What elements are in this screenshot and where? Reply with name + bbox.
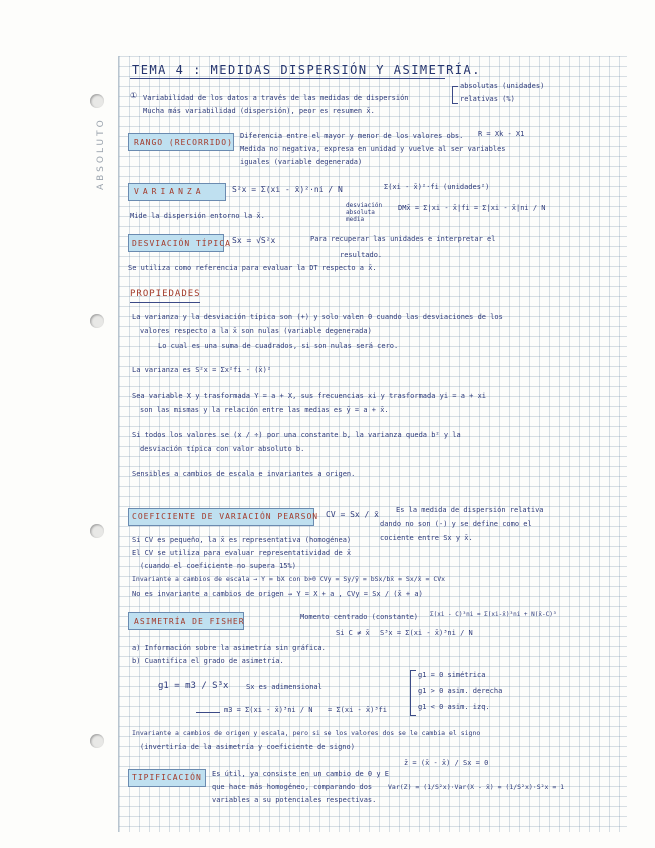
fisher-cx-formula: S³x = Σ(xi - x̄)³ni / N bbox=[380, 629, 473, 637]
title-underline bbox=[130, 78, 445, 79]
desviacion-line-2: resultado. bbox=[340, 251, 383, 259]
intro-line-2: Mucha más variabilidad (dispersión), peor es resumen x̄. bbox=[143, 107, 375, 115]
intro-number: ① bbox=[130, 91, 138, 100]
cv-item: (cuando el coeficiente no supera 15%) bbox=[140, 562, 296, 570]
desviacion-absoluta-note: desviación absoluta media bbox=[346, 202, 383, 223]
varianza-formula-2: Σ(xi - x̄)²·fi (unidades²) bbox=[384, 183, 490, 191]
binder-hole bbox=[90, 314, 104, 328]
brand-label: ABSOLUTO bbox=[96, 117, 106, 190]
fisher-label: ASIMETRÍA DE FISHER bbox=[134, 617, 245, 626]
cv-item: Invariante a cambios de escala → Y = bX con b>0 CVy = Sy/ȳ = bSx/bx̄ = Sx/x̄ = CVx bbox=[132, 575, 446, 583]
rango-formula: R = Xk - X1 bbox=[478, 130, 525, 138]
desviacion-label: DESVIACIÓN TÍPICA bbox=[132, 239, 231, 248]
cv-desc-1: Es la medida de dispersión relativa bbox=[396, 506, 544, 514]
fisher-cases-bracket bbox=[410, 670, 416, 716]
intro-line-1: Variabilidad de los datos a través de las medidas de dispersión bbox=[143, 94, 409, 102]
intro-option-relativas: relativas (%) bbox=[460, 95, 515, 103]
fisher-momento: Momento centrado (constante) bbox=[300, 613, 419, 621]
varianza-label: VARIANZA bbox=[134, 187, 205, 196]
fisher-m3-alt: = Σ(xi - x̄)³fi bbox=[328, 706, 388, 714]
fisher-b: b) Cuantifica el grado de asimetría. bbox=[132, 657, 284, 665]
varianza-note: Mide la dispersión entorno la x̄. bbox=[130, 212, 265, 220]
cv-formula: CV = Sx / x̄ bbox=[326, 510, 379, 519]
grid-paper bbox=[118, 56, 627, 832]
propiedad-item: Sea variable X y trasformada Y = a + X, sus frecuencias xi y trasformada yi = a + xi bbox=[132, 392, 487, 400]
propiedad-item: desviación típica con valor absoluto b. bbox=[140, 445, 305, 453]
fisher-case: g1 < 0 asim. izq. bbox=[418, 703, 490, 711]
tipificacion-line-2: que hace más homogéneo, comparando dos bbox=[212, 783, 373, 791]
fisher-g1-formula: g1 = m3 / S³x bbox=[158, 681, 229, 691]
cv-item: No es invariante a cambios de origen → Y = X + a , CVy = Sx / (x̄ + a) bbox=[132, 590, 423, 598]
binder-hole bbox=[90, 524, 104, 538]
tipificacion-label: TIPIFICACIÓN bbox=[132, 773, 202, 782]
rango-line-3: iguales (variable degenerada) bbox=[240, 158, 363, 166]
cv-item: Si CV es pequeño, la x̄ es representativa (homogénea) bbox=[132, 536, 352, 544]
propiedad-item: La varianza es S²x = Σx²fi - (x̄)² bbox=[132, 366, 272, 374]
cv-desc-3: cociente entre Sx y x̄. bbox=[380, 534, 473, 542]
rango-label: RANGO (RECORRIDO) bbox=[134, 138, 233, 147]
dam-formula: DMx̄ = Σ|xi - x̄|fi = Σ|xi - x̄|ni / N bbox=[398, 204, 546, 212]
desviacion-line-3: Se utiliza como referencia para evaluar la DT respecto a x̄. bbox=[128, 264, 377, 272]
fisher-a: a) Información sobre la asimetría sin gráfica. bbox=[132, 644, 326, 652]
propiedad-item: son las mismas y la relación entre las medias es ȳ = a + x̄. bbox=[140, 406, 389, 414]
rango-line-1: Diferencia entre el mayor y menor de los valores obs. bbox=[240, 132, 464, 140]
fisher-invariante-1: Invariante a cambios de origen y escala, pero si se los valores dos se le cambia el signo bbox=[132, 729, 481, 737]
rango-line-2: Medida no negativa, expresa en unidad y vuelve al ser variables bbox=[240, 145, 506, 153]
intro-bracket bbox=[452, 86, 458, 104]
fisher-cx: Si C ≠ x̄ bbox=[336, 629, 370, 637]
fisher-m3-formula: m3 = Σ(xi - x̄)³ni / N bbox=[224, 706, 313, 714]
fisher-g1-note: Sx es adimensional bbox=[246, 683, 322, 691]
tipificacion-z-formula: z̄ = (x̄ - x̄) / Sx = 0 bbox=[404, 759, 489, 767]
propiedad-item: Lo cual es una suma de cuadrados, si son nulas será cero. bbox=[158, 342, 399, 350]
propiedades-underline bbox=[130, 302, 200, 303]
m3-arrow bbox=[196, 712, 220, 713]
binder-hole bbox=[90, 734, 104, 748]
propiedad-item: Si todos los valores se (x / ÷) por una constante b, la varianza queda b² y la bbox=[132, 431, 461, 439]
propiedad-item: valores respecto a la x̄ son nulas (variable degenerada) bbox=[140, 327, 372, 335]
cv-label: COEFICIENTE DE VARIACIÓN PEARSON bbox=[132, 512, 319, 521]
desviacion-line-1: Para recuperar las unidades e interpretar el bbox=[310, 235, 496, 243]
intro-option-absolutas: absolutas (unidades) bbox=[460, 82, 545, 90]
propiedad-item: La varianza y la desviación típica son (+) y solo valen 0 cuando las desviaciones de los bbox=[132, 313, 503, 321]
desviacion-formula: Sx = √S²x bbox=[232, 236, 276, 245]
fisher-case: g1 = 0 simétrica bbox=[418, 671, 486, 679]
propiedad-item: Sensibles a cambios de escala e invariantes a origen. bbox=[132, 470, 356, 478]
fisher-invariante-2: (invertiría de la asimetría y coeficiente de signo) bbox=[140, 743, 355, 751]
tipificacion-var-formula: Var(Z) = (1/S²x)·Var(X - x̄) = (1/S²x)·S²x = 1 bbox=[388, 783, 565, 791]
page-title: TEMA 4 : MEDIDAS DISPERSIÓN Y ASIMETRÍA. bbox=[132, 63, 481, 77]
fisher-case: g1 > 0 asim. derecha bbox=[418, 687, 503, 695]
tipificacion-line-1: Es útil, ya consiste en un cambio de 0 y E bbox=[212, 770, 390, 778]
binder-hole bbox=[90, 94, 104, 108]
varianza-formula: S²x = Σ(xi - x̄)²·ni / N bbox=[232, 185, 343, 194]
cv-item: El CV se utiliza para evaluar representatividad de x̄ bbox=[132, 549, 352, 557]
tipificacion-line-3: variables a su potenciales respectivas. bbox=[212, 796, 377, 804]
fisher-momento-formula: Σ(xi - C)³ni = Σ(xi-x̄)³ni + N(x̄-C)³ bbox=[430, 611, 557, 618]
propiedades-heading: PROPIEDADES bbox=[130, 289, 201, 299]
cv-desc-2: dando no son (-) y se define como el bbox=[380, 520, 532, 528]
